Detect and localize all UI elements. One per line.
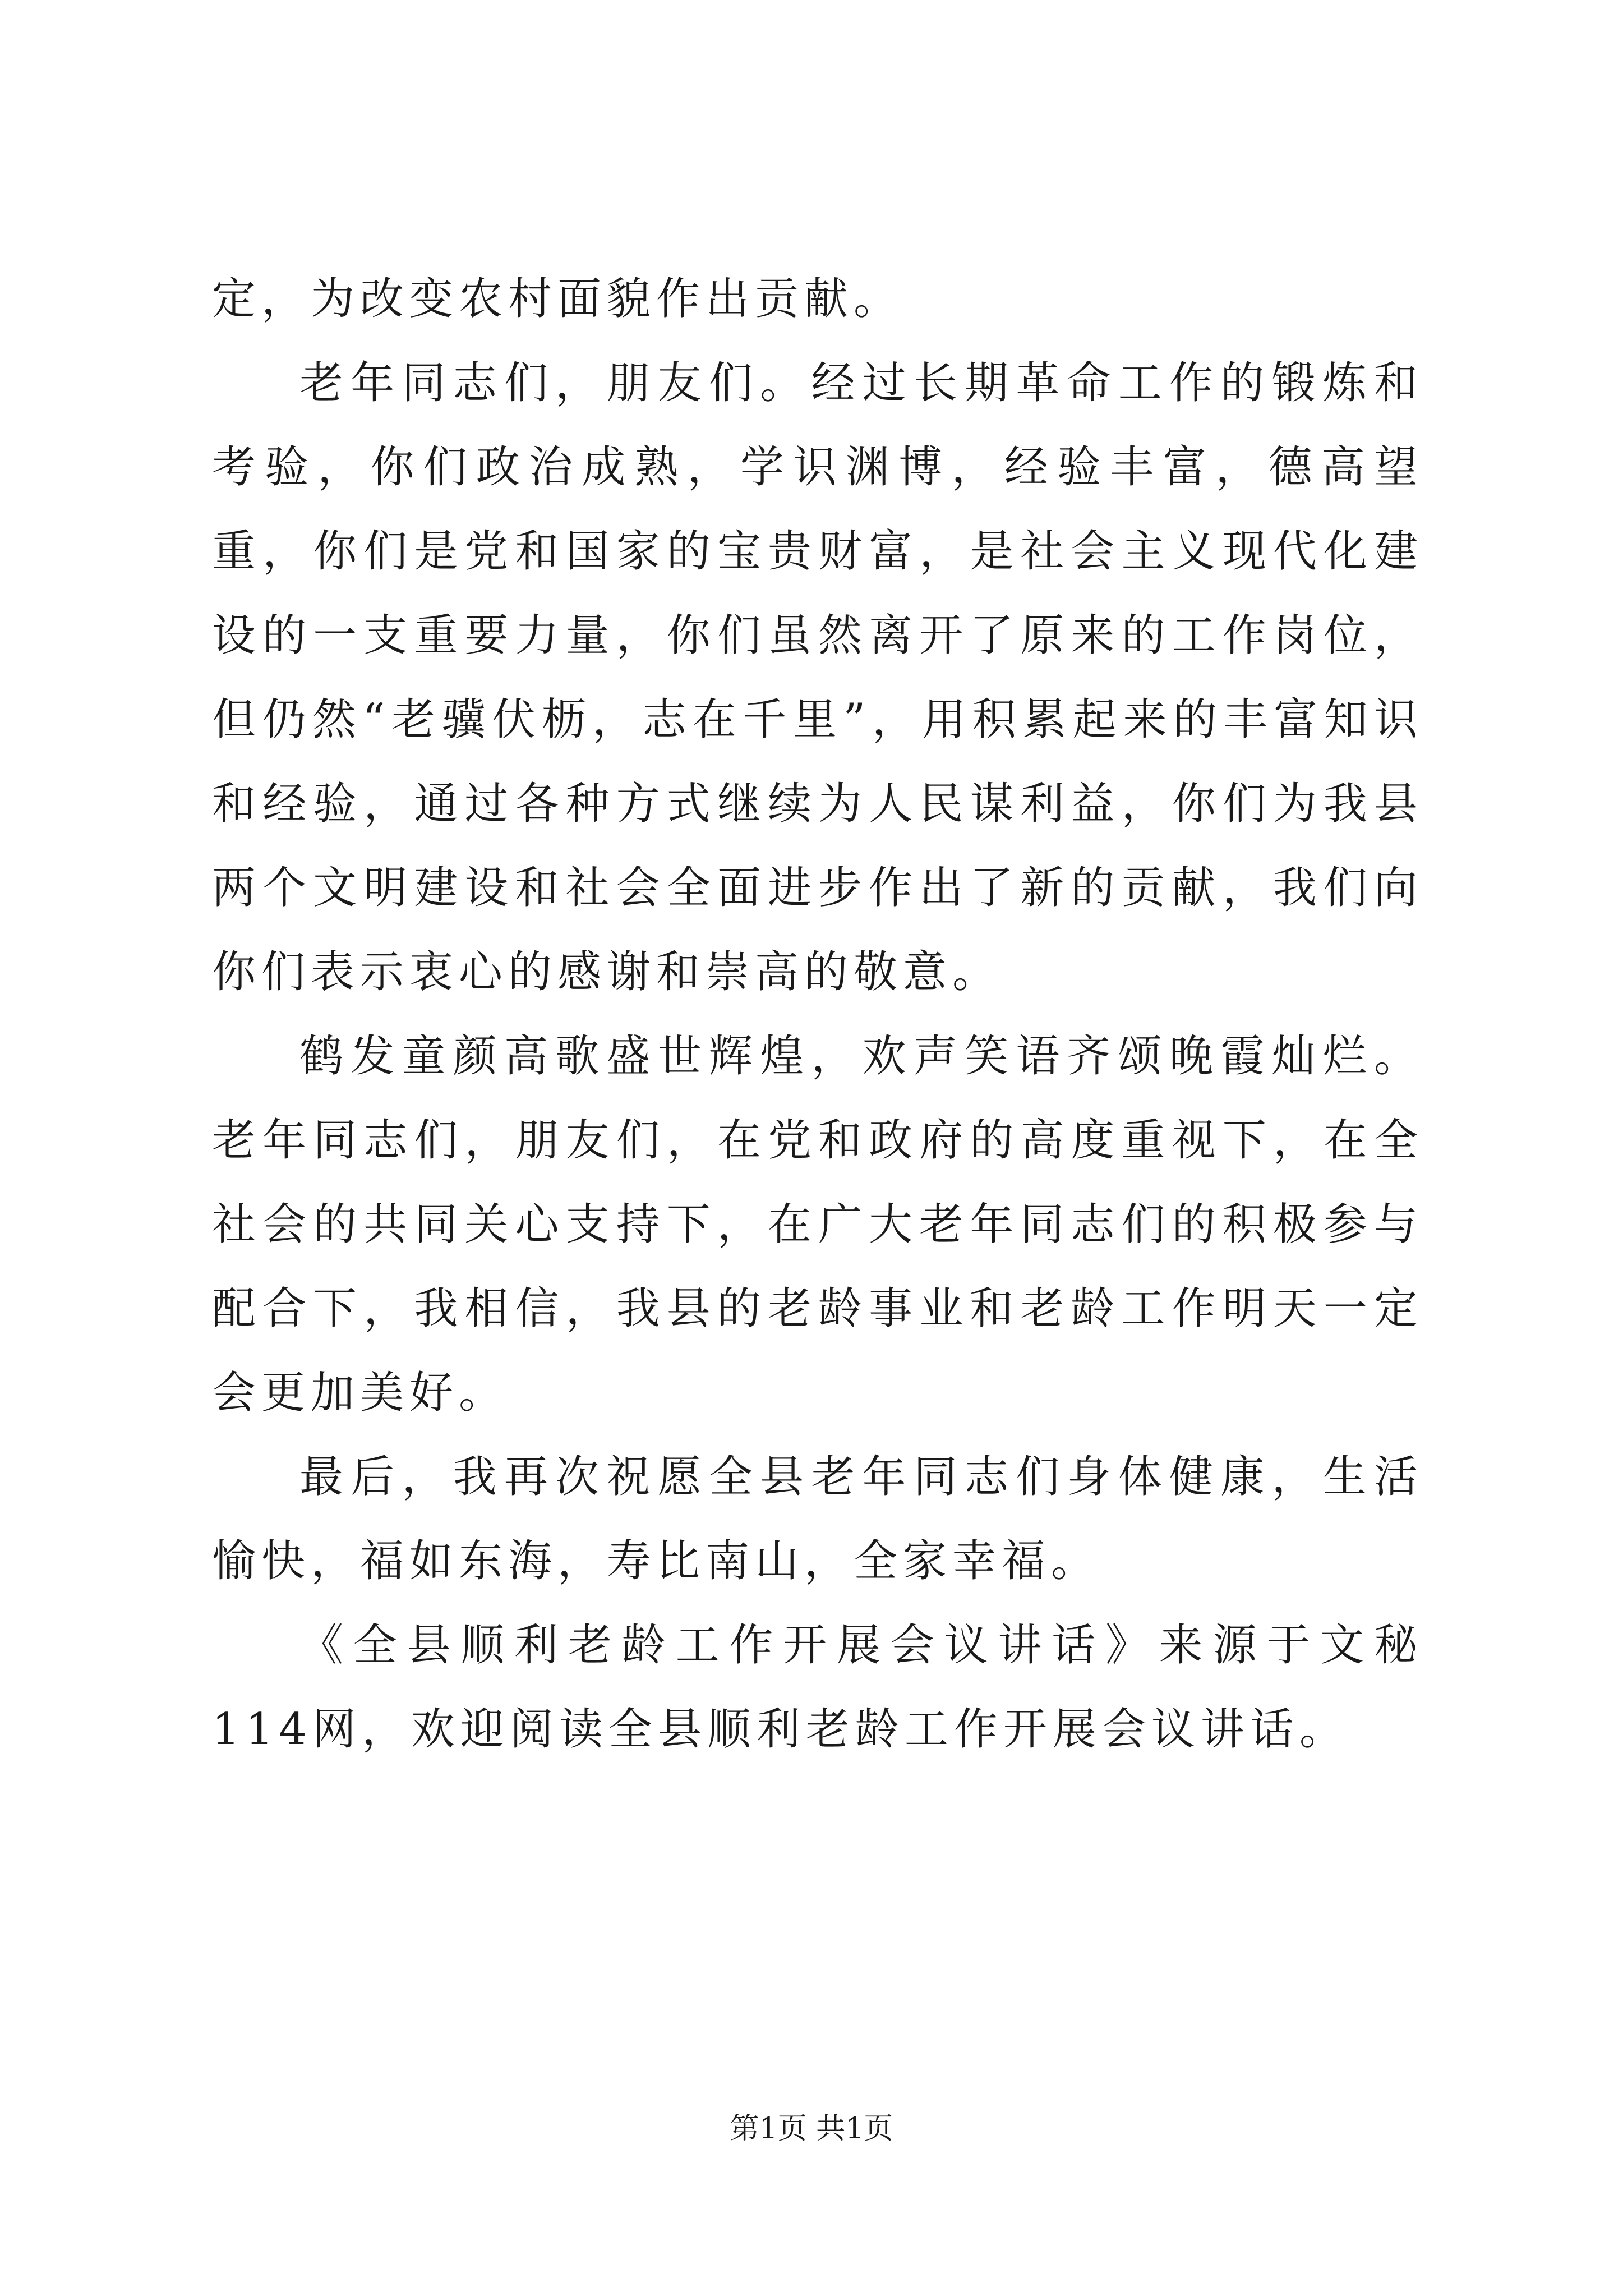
paragraph-closing-wishes: 最后，我再次祝愿全县老年同志们身体健康，生活愉快，福如东海，寿比南山，全家幸福。 [212,1452,1423,1586]
document-body [212,257,1423,1772]
paragraph-continuation: 定，为改变农村面貌作出贡献。 [212,274,903,324]
paragraph-tribute: 老年同志们，朋友们。经过长期革命工作的锻炼和考验，你们政治成熟，学识渊博，经验丰富，德高望重，你们是党和国家的宝贵财富，是社会主义现代化建设的一支重要力量，你们虽然离开了原来的工作岗位，但仍然“老骥伏枥，志在千里”，用积累起来的丰富知识和经验，通过各种方式继续为人民谋利益，你们为我县两个文明建设和社会全面进步作出了新的贡献，我们向你们表示衷心的感谢和崇高的敬意。 [212,358,1423,997]
paragraph-source-note: 《全县顺利老龄工作开展会议讲话》来源于文秘114网，欢迎阅读全县顺利老龄工作开展会议讲话。 [212,1620,1423,1755]
page-number-footer: 第1页 共1页 [730,2112,893,2146]
paragraph-outlook: 鹤发童颜高歌盛世辉煌，欢声笑语齐颂晚霞灿烂。老年同志们，朋友们，在党和政府的高度重视下，在全社会的共同关心支持下，在广大老年同志们的积极参与配合下，我相信，我县的老龄事业和老龄工作明天一定会更加美好。 [212,1031,1423,1418]
